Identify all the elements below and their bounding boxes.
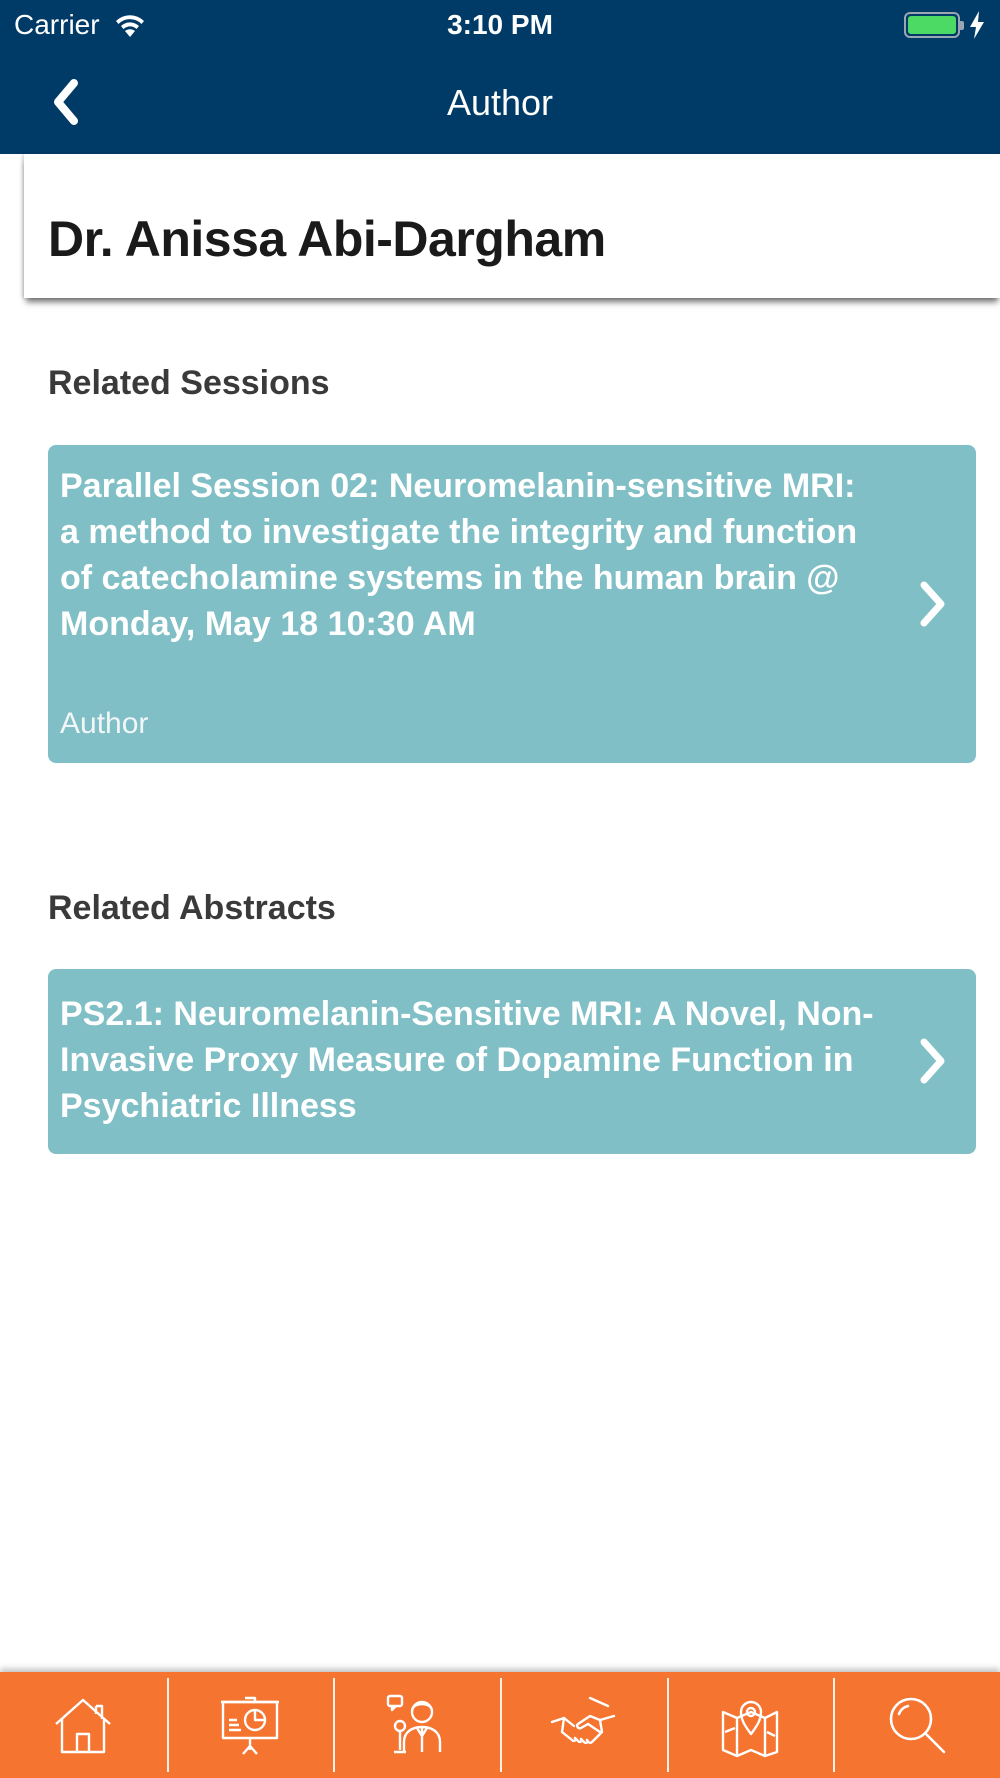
battery-icon <box>904 12 960 38</box>
tab-map[interactable] <box>667 1672 834 1778</box>
related-abstracts-heading: Related Abstracts <box>48 889 336 927</box>
speaker-icon <box>384 1692 450 1758</box>
author-name: Dr. Anissa Abi-Dargham <box>48 211 606 267</box>
navigation-bar <box>0 50 1000 154</box>
bottom-tab-bar <box>0 1672 1000 1778</box>
tab-sponsors[interactable] <box>500 1672 667 1778</box>
session-title: Parallel Session 02: Neuromelanin-sensitive MRI: a method to investigate the integrity and function of catecholamine systems in the human brain @ Monday, May 18 10:30 AM <box>60 467 858 643</box>
map-icon <box>717 1692 783 1758</box>
charging-bolt-icon <box>968 11 986 39</box>
tab-sessions[interactable] <box>167 1672 334 1778</box>
status-time: 3:10 PM <box>447 9 553 40</box>
carrier-text: Carrier <box>14 9 100 40</box>
status-bar <box>0 0 1000 50</box>
chevron-right-icon <box>918 580 948 628</box>
home-icon <box>50 1692 116 1758</box>
abstract-card[interactable] <box>48 969 976 1154</box>
battery-indicator <box>904 11 986 39</box>
tab-home[interactable] <box>0 1672 167 1778</box>
page-title: Author <box>446 82 554 123</box>
session-card[interactable] <box>48 445 976 763</box>
session-role: Author <box>60 707 149 740</box>
search-icon <box>884 1692 950 1758</box>
abstract-title: PS2.1: Neuromelanin-Sensitive MRI: A Novel, Non-Invasive Proxy Measure of Dopamine Function in Psychiatric Illness <box>60 995 874 1125</box>
tab-search[interactable] <box>833 1672 1000 1778</box>
presentation-icon <box>217 1692 283 1758</box>
author-header-card <box>24 154 1000 298</box>
related-sessions-heading: Related Sessions <box>48 364 330 402</box>
tab-speakers[interactable] <box>333 1672 500 1778</box>
chevron-right-icon <box>918 1037 948 1085</box>
handshake-icon <box>550 1692 616 1758</box>
